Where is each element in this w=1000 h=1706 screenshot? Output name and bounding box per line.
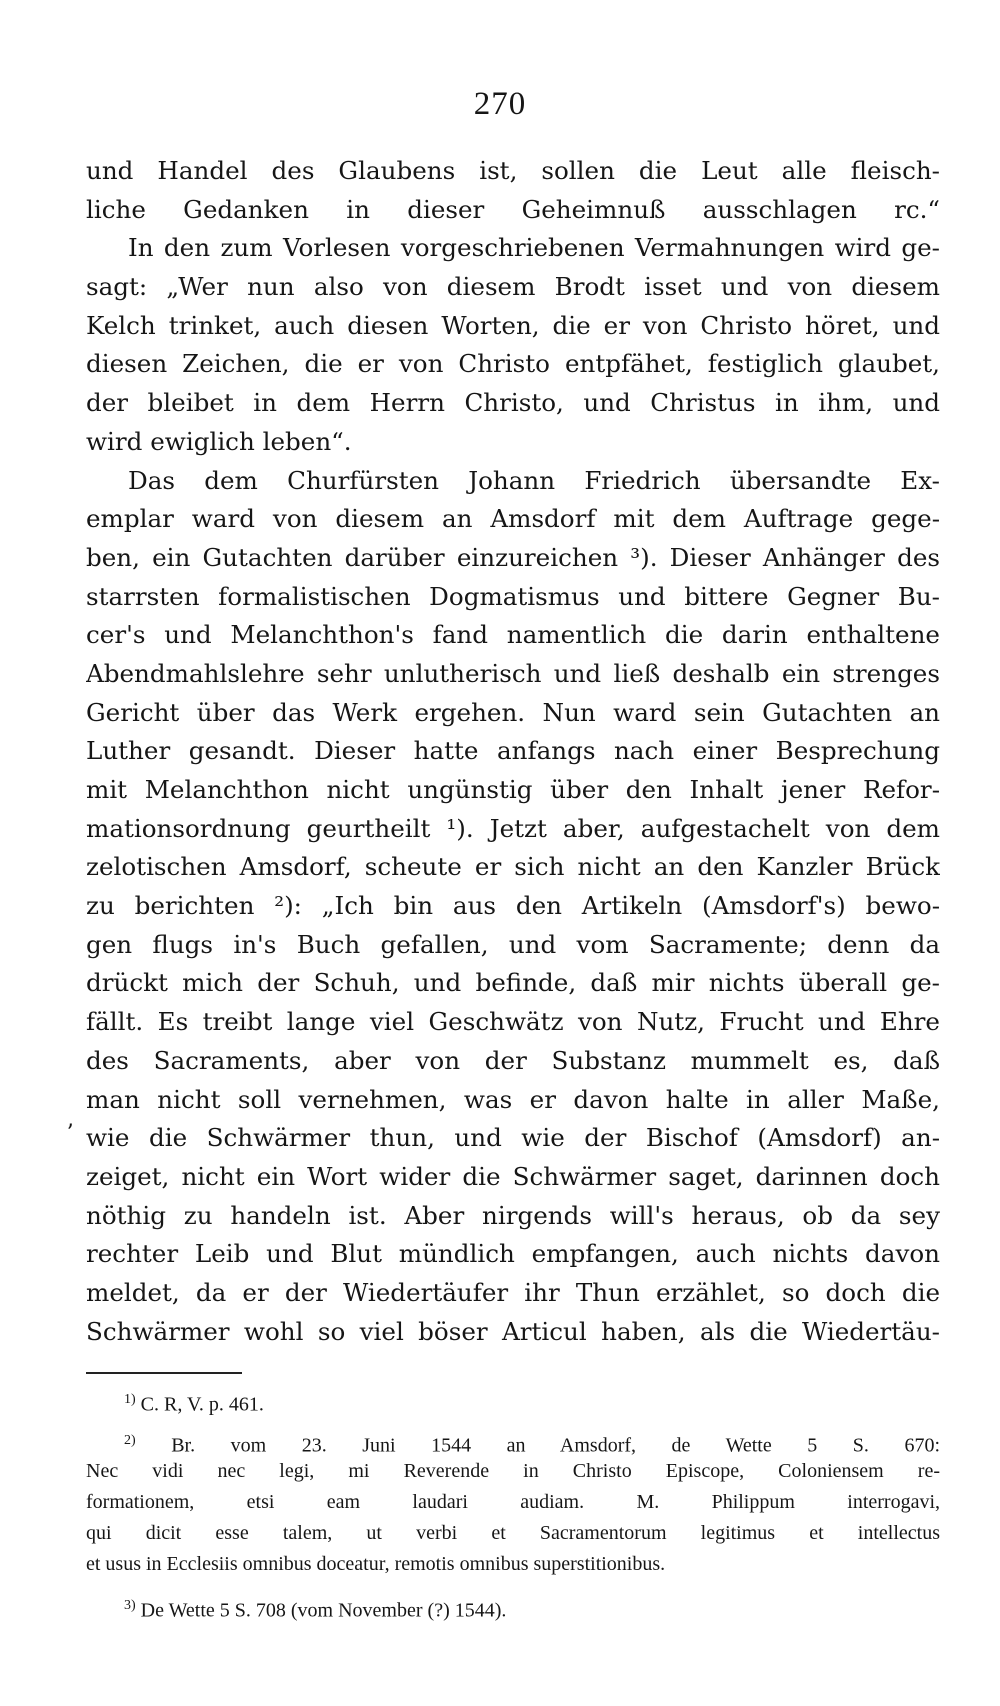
- footnote-line: et usus in Ecclesiis omnibus doceatur, remotis omnibus superstitionibus.: [86, 1553, 666, 1575]
- footnote-divider: [86, 1372, 242, 1374]
- text-line: starrsten formalistischen Dogmatismus und bittere Gegner Bu-: [86, 581, 940, 611]
- text-line: und Handel des Glaubens ist, sollen die Leut alle fleisch-: [86, 156, 940, 185]
- text-line: sagt: „Wer nun also von diesem Brodt isset und von diesem: [86, 272, 940, 302]
- page-number: 270: [473, 86, 527, 122]
- footnote-3: [86, 1590, 940, 1621]
- text-line: zu berichten ²): „Ich bin aus den Artikeln (Amsdorf's) bewo-: [86, 891, 940, 921]
- text-line: diesen Zeichen, die er von Christo entpfähet, festiglich glaubet,: [86, 349, 940, 379]
- text-line: wie die Schwärmer thun, und wie der Bischof (Amsdorf) an-: [86, 1123, 940, 1153]
- footnote-line: qui dicit esse talem, ut verbi et Sacramentorum legitimus et intellectus: [86, 1522, 940, 1544]
- text-line: wird ewiglich leben“.: [86, 426, 352, 456]
- footnote-label: 1): [124, 1392, 136, 1407]
- footnote-1: [86, 1384, 940, 1415]
- text-line: liche Gedanken in dieser Geheimnuß ausschlagen rc.“: [86, 194, 940, 224]
- text-line: meldet, da er der Wiedertäufer ihr Thun erzählet, so doch die: [86, 1277, 940, 1307]
- text-line: rechter Leib und Blut mündlich empfangen, auch nichts davon: [86, 1239, 940, 1269]
- text-line: nöthig zu handeln ist. Aber nirgends will's heraus, ob da sey: [86, 1200, 940, 1230]
- footnote-text: C. R, V. p. 461.: [140, 1393, 264, 1415]
- text-line: Schwärmer wohl so viel böser Articul haben, als die Wiedertäu-: [86, 1316, 940, 1346]
- footnote-text: Br. vom 23. Juni 1544 an Amsdorf, de Wette 5 S. 670:: [171, 1434, 940, 1456]
- text-line: Abendmahlslehre sehr unlutherisch und ließ deshalb ein strenges: [86, 658, 940, 688]
- footnote-2: [86, 1425, 940, 1580]
- text-line: zelotischen Amsdorf, scheute er sich nicht an den Kanzler Brück: [86, 852, 940, 882]
- text-line: In den zum Vorlesen vorgeschriebenen Vermahnungen wird ge-: [128, 233, 940, 263]
- text-line: drückt mich der Schuh, und befinde, daß mir nichts überall ge-: [86, 968, 940, 998]
- text-line: cer's und Melanchthon's fand namentlich die darin enthaltene: [86, 620, 940, 650]
- text-line: emplar ward von diesem an Amsdorf mit dem Auftrage gege-: [86, 504, 940, 534]
- margin-mark: ʼ: [66, 1121, 73, 1146]
- footnote-line: formationem, etsi eam laudari audiam. M. Philippum interrogavi,: [86, 1491, 940, 1513]
- text-line: Luther gesandt. Dieser hatte anfangs nach einer Besprechung: [86, 736, 940, 766]
- footnotes: [86, 1384, 940, 1621]
- text-line: zeiget, nicht ein Wort wider die Schwärmer saget, darinnen doch: [86, 1161, 940, 1191]
- text-line: man nicht soll vernehmen, was er davon halte in aller Maße,: [86, 1084, 940, 1114]
- footnote-text: De Wette 5 S. 708 (vom November (?) 1544).: [140, 1599, 507, 1621]
- text-line: ben, ein Gutachten darüber einzureichen ³). Dieser Anhänger des: [86, 542, 940, 572]
- text-line: Das dem Churfürsten Johann Friedrich übersandte Ex-: [128, 465, 940, 495]
- footnote-label: 2): [124, 1433, 136, 1448]
- footnote-line: [86, 1425, 940, 1456]
- text-line: fällt. Es treibt lange viel Geschwätz von Nutz, Frucht und Ehre: [86, 1007, 940, 1037]
- text-line: Kelch trinket, auch diesen Worten, die er von Christo höret, und: [86, 310, 940, 340]
- footnote-line: Nec vidi nec legi, mi Reverende in Christo Episcope, Coloniensem re-: [86, 1460, 940, 1482]
- body-text: [86, 152, 940, 1351]
- text-line: des Sacraments, aber von der Substanz mummelt es, daß: [86, 1045, 940, 1075]
- text-line: Gericht über das Werk ergehen. Nun ward sein Gutachten an: [86, 697, 940, 727]
- text-line: gen flugs in's Buch gefallen, und vom Sacramente; denn da: [86, 929, 940, 959]
- text-line: der bleibet in dem Herrn Christo, und Christus in ihm, und: [86, 388, 940, 418]
- text-line: mationsordnung geurtheilt ¹). Jetzt aber, aufgestachelt von dem: [86, 813, 940, 843]
- footnote-label: 3): [124, 1598, 136, 1613]
- text-line: mit Melanchthon nicht ungünstig über den Inhalt jener Refor-: [86, 775, 940, 804]
